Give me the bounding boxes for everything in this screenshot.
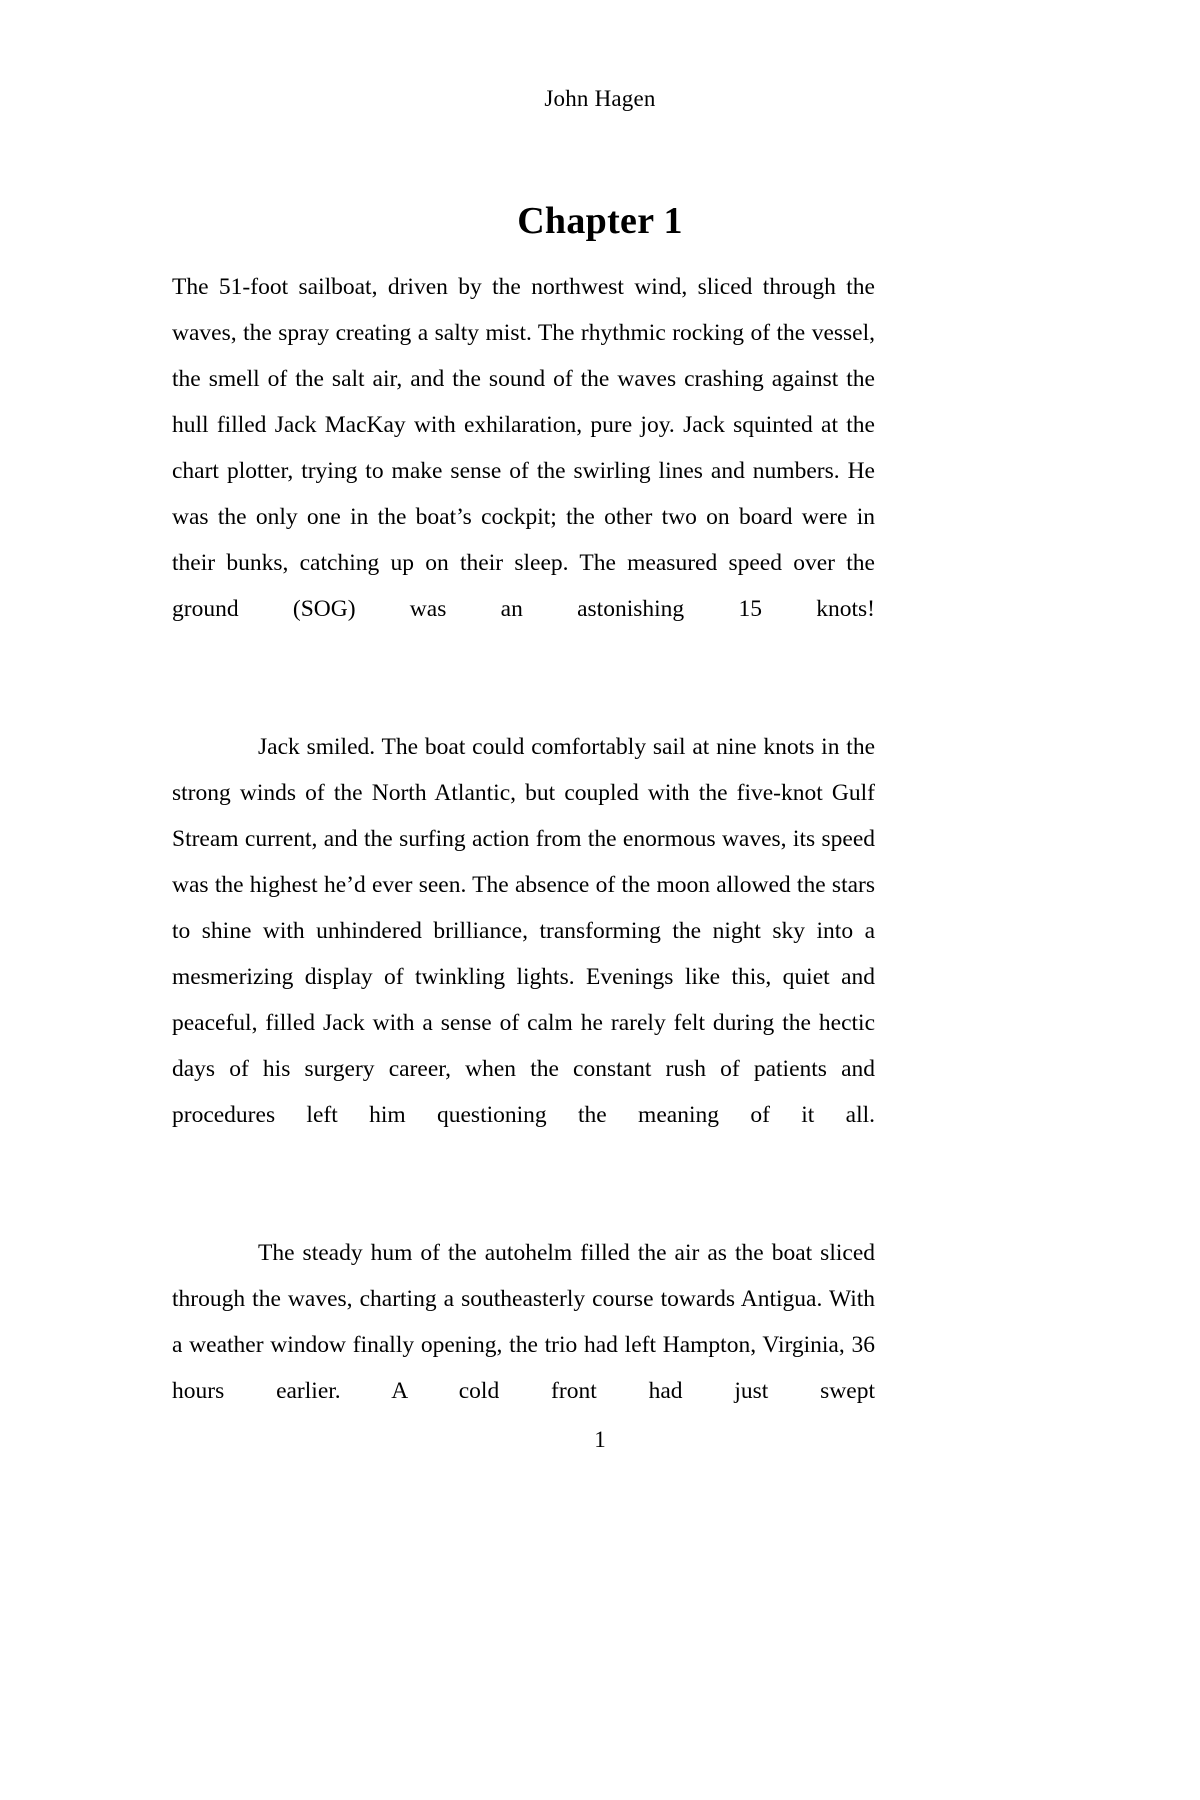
running-header: John Hagen xyxy=(544,86,656,111)
body-paragraph-3: The steady hum of the autohelm filled the air as the boat sliced through the waves, charting a southeasterly course towards Antigua. With a weather window finally opening, the trio had left Hampton, Virginia, 36 hours earlier. A cold front had just swept xyxy=(172,1240,875,1404)
chapter-title: Chapter 1 xyxy=(517,200,683,243)
page-number: 1 xyxy=(594,1427,606,1452)
body-paragraph-1: The 51-foot sailboat, driven by the northwest wind, sliced through the waves, the spray creating a salty mist. The rhythmic rocking of the vessel, the smell of the salt air, and the sound of the waves crashing against the hull filled Jack MacKay with exhilaration, pure joy. Jack squinted at the chart plotter, trying to make sense of the swirling lines and numbers. He was the only one in the boat’s cockpit; the other two on board were in their bunks, catching up on their sleep. The measured speed over the ground (SOG) was an astonishing 15 knots! xyxy=(172,274,875,622)
body-text-column xyxy=(172,264,875,1460)
body-paragraph-2: Jack smiled. The boat could comfortably sail at nine knots in the strong winds of the North Atlantic, but coupled with the five-knot Gulf Stream current, and the surfing action from the enormous waves, its speed was the highest he’d ever seen. The absence of the moon allowed the stars to shine with unhindered brilliance, transforming the night sky into a mesmerizing display of twinkling lights. Evenings like this, quiet and peaceful, filled Jack with a sense of calm he rarely felt during the hectic days of his surgery career, when the constant rush of patients and procedures left him questioning the meaning of it all. xyxy=(172,734,875,1128)
